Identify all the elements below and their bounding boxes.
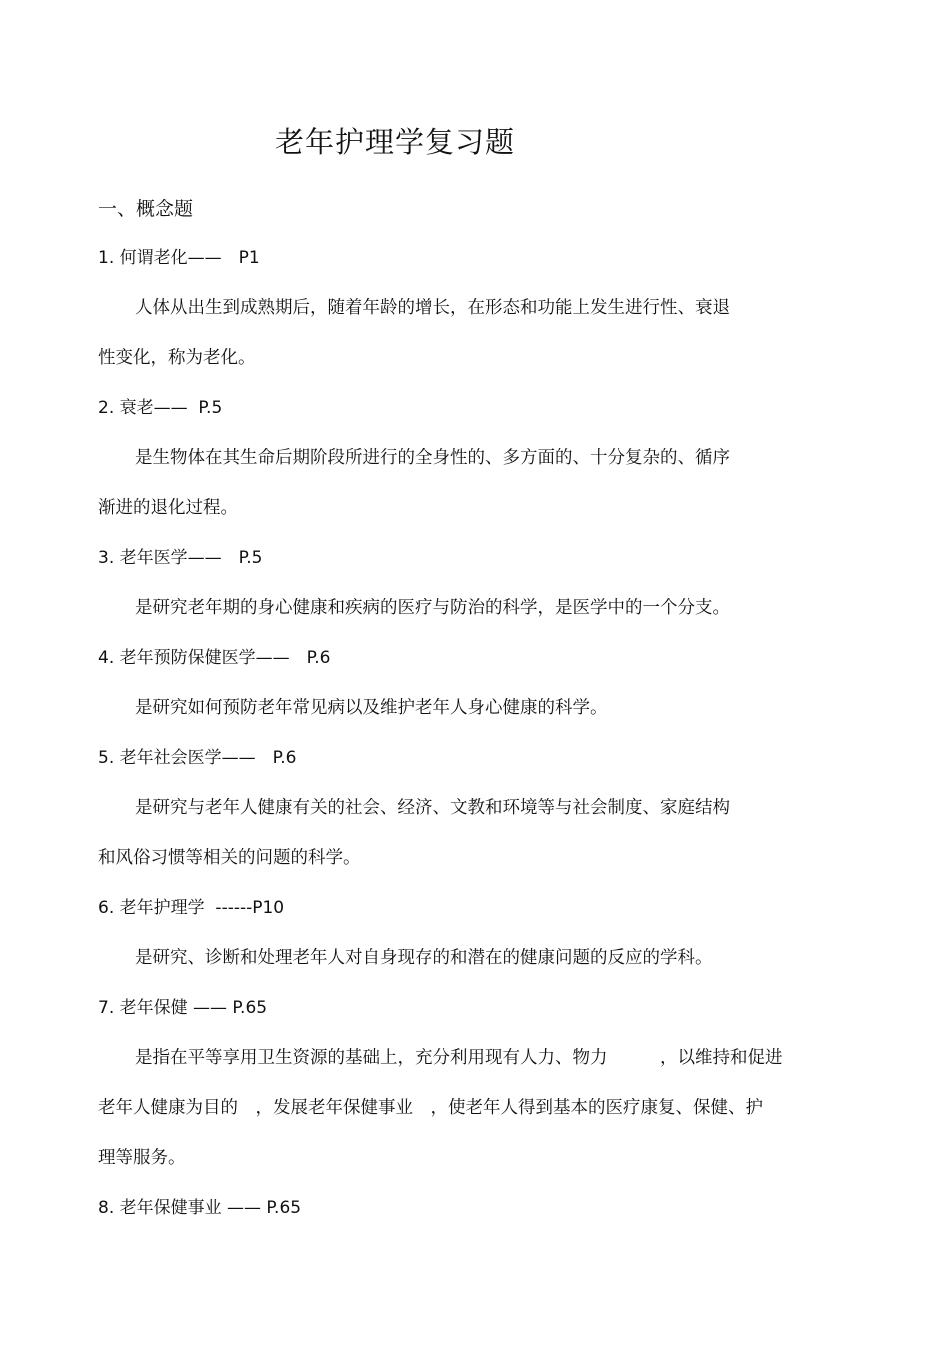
definition-line: 人体从出生到成熟期后，随着年龄的增长，在形态和功能上发生进行性、衰退 [135, 298, 730, 318]
definition-line: 理等服务。 [98, 1148, 186, 1168]
definition-line: 是指在平等享用卫生资源的基础上，充分利用现有人力、物力 ，以维持和促进 [135, 1048, 783, 1068]
term-heading-5: 5. 老年社会医学—— P.6 [98, 748, 297, 768]
definition-line: 渐进的退化过程。 [98, 498, 238, 518]
section-heading: 一、概念题 [98, 198, 194, 220]
definition-line: 是研究如何预防老年常见病以及维护老年人身心健康的科学。 [135, 698, 608, 718]
document-title: 老年护理学复习题 [275, 125, 516, 159]
definition-line: 是研究老年期的身心健康和疾病的医疗与防治的科学，是医学中的一个分支。 [135, 598, 730, 618]
definition-line: 是研究与老年人健康有关的社会、经济、文教和环境等与社会制度、家庭结构 [135, 798, 730, 818]
term-heading-7: 7. 老年保健 —— P.65 [98, 998, 268, 1018]
term-heading-8: 8. 老年保健事业 —— P.65 [98, 1198, 302, 1218]
definition-line: 老年人健康为目的 ，发展老年保健事业 ，使老年人得到基本的医疗康复、保健、护 [98, 1098, 763, 1118]
definition-line: 是生物体在其生命后期阶段所进行的全身性的、多方面的、十分复杂的、循序 [135, 448, 730, 468]
definition-line: 是研究、诊断和处理老年人对自身现存的和潜在的健康问题的反应的学科。 [135, 948, 713, 968]
term-heading-4: 4. 老年预防保健医学—— P.6 [98, 648, 331, 668]
term-heading-2: 2. 衰老—— P.5 [98, 398, 223, 418]
term-heading-3: 3. 老年医学—— P.5 [98, 548, 263, 568]
term-heading-1: 1. 何谓老化—— P1 [98, 248, 260, 268]
definition-line: 和风俗习惯等相关的问题的科学。 [98, 848, 361, 868]
term-heading-6: 6. 老年护理学 ------P10 [98, 898, 285, 918]
definition-line: 性变化，称为老化。 [98, 348, 256, 368]
